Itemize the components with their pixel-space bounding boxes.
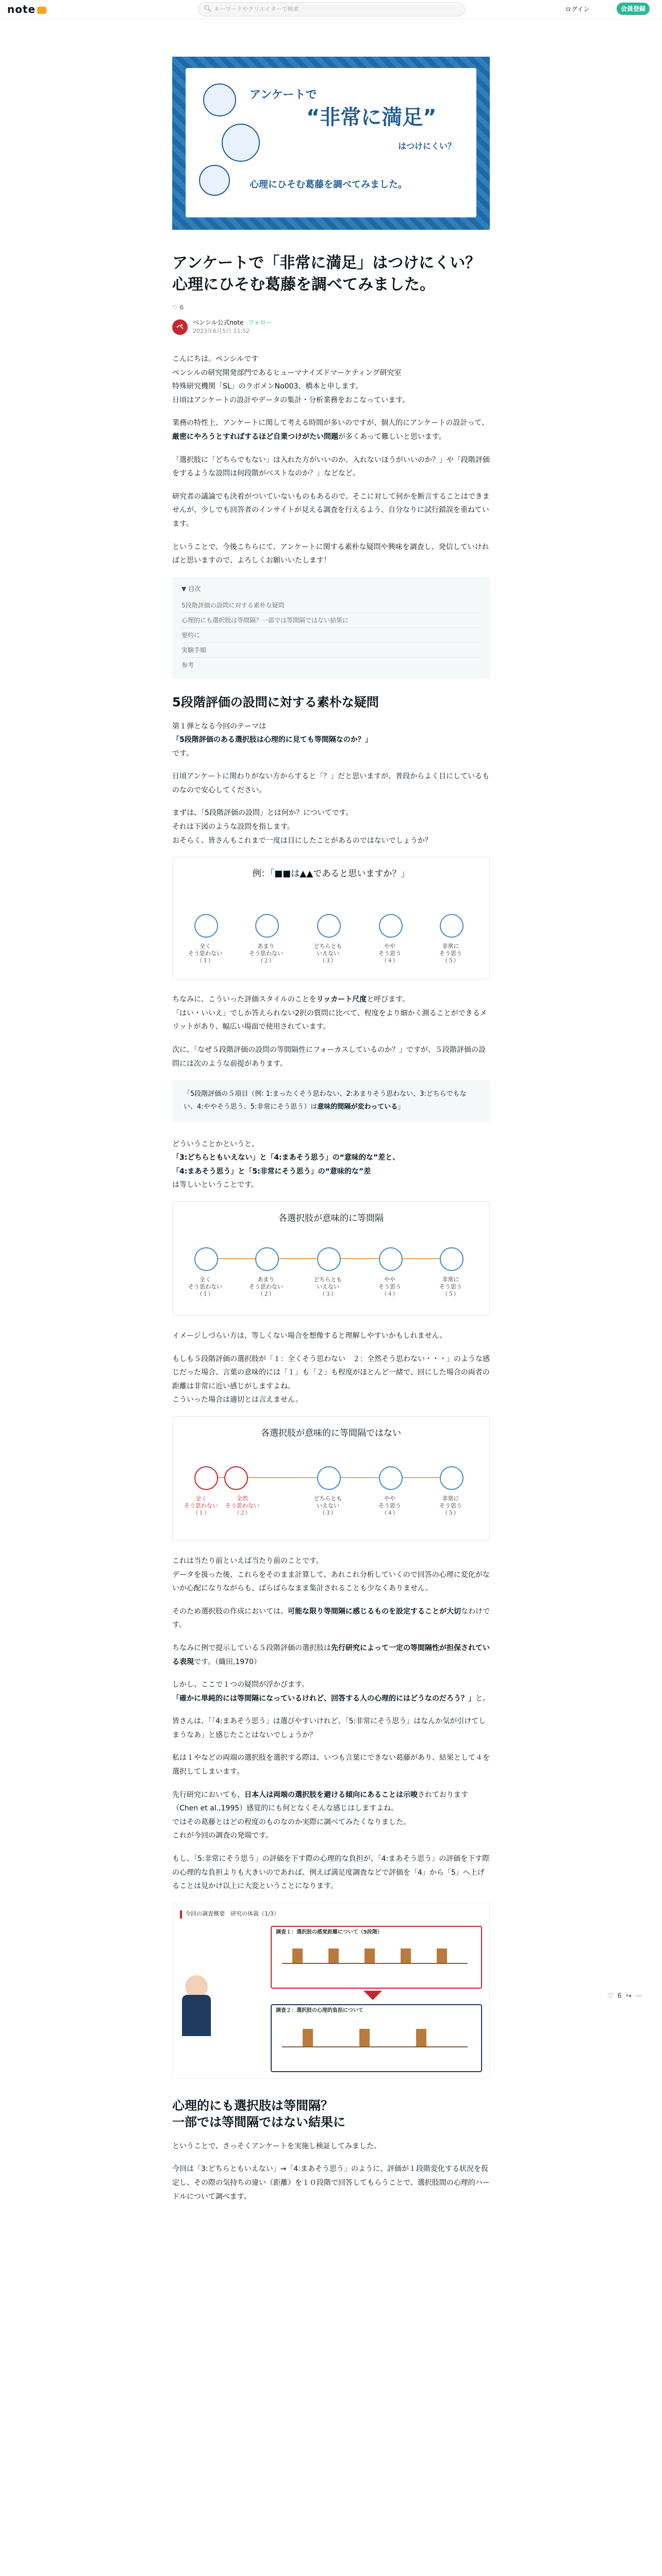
paragraph: データを扱った後、これらをそのまま計算して、あれこれ分析していくので回答の心理に変化がないか心配になりながらも、ばらばらなまま集計されることも少なくありません。 (172, 1570, 490, 1593)
quote-block: 「5段階評価の５項目（例: 1:まったくそう思わない、2:あまりそう思わない、3:どちらでもない、4:ややそう思う、5:非常にそう思う）は意味的間隔が変わっている」 (172, 1080, 490, 1122)
person-bubble-icon (203, 83, 236, 116)
paragraph: 研究者の議論でも決着がついていないものもあるので、そこに対して何かを断言することはできませんが、少しでも回答者のインサイトが見える調査を行えるよう、自分なりに試行錯誤を重ねています。 (172, 492, 490, 528)
paragraph: それは下図のような設問を指します。 (172, 823, 294, 832)
scale-option-label: 全く そう思わない （１） (184, 1495, 218, 1516)
signup-button[interactable]: 会員登録 (617, 3, 650, 15)
paragraph: これが今回の調査の発端です。 (172, 1832, 273, 1840)
paragraph: おそらく、皆さんもこれまで一度は目にしたことがあるのではないでしょうか？ (172, 836, 432, 845)
scale-option-circle (194, 1466, 218, 1490)
scale-option-label: あまり そう思わない （２） (249, 943, 283, 964)
scale-option-label: 非常に そう思う （５） (439, 1495, 462, 1516)
scale-option-label: 全く そう思わない （１） (188, 943, 222, 964)
equal-interval-figure (172, 1201, 490, 1316)
paragraph: こういった場合は適切とは言えません。 (172, 1396, 303, 1404)
article-title (172, 252, 490, 296)
logo-badge-icon (37, 7, 46, 14)
paragraph: 「選択肢に「どちらでもない」は入れた方がいいのか、入れないほうがいいのか？」や「段階評価をするような設問は何段階がベストなのか？」などなど。 (172, 455, 490, 478)
paragraph: イメージしづらい方は、等しくない場合を想像すると理解しやすいかもしれません。 (172, 1331, 447, 1340)
scale-bar-shape (365, 1948, 375, 1963)
scale-option-circle (440, 1247, 464, 1271)
person-bubble-icon (222, 124, 260, 162)
scale-option-label: 非常に そう思う （５） (439, 943, 462, 964)
paragraph: そのため選択肢の作成においては、可能な限り等間隔に感じるものを設定することが大切なわけです。 (172, 1607, 490, 1630)
floating-like-count: 6 (617, 1992, 622, 2000)
paragraph: 私は１やなどの両端の選択肢を選択する際は、いつも言葉にできない葛藤があり、結果として４を選択してしまいます。 (172, 1754, 490, 1776)
down-arrow-icon (363, 1991, 382, 2000)
share-icon[interactable]: ↪ (625, 1992, 632, 2000)
avatar[interactable]: ペ (172, 319, 188, 335)
scale-option-label: やや そう思う （４） (378, 943, 401, 964)
like-row[interactable] (172, 303, 490, 312)
toc-item[interactable]: 心理的にも選択肢は等間隔？一部では等間隔ではない結果に (181, 613, 481, 628)
scale-option-label: どちらとも いえない （３） (313, 1495, 342, 1516)
paragraph: 「はい・いいえ」でしか答えられない2択の質問に比べて、程度をより細かく測ることができるメリットがあり、幅広い場面で使用されています。 (172, 1009, 487, 1031)
paragraph: 業務の特性上、アンケートに関して考える時間が多いのですが、個人的にアンケートの設計って、厳密にやろうとすればするほど自業つけがたい問題が多くあって難しいと思います。 (172, 419, 489, 441)
table-of-contents (172, 577, 490, 679)
survey-2-box (271, 2004, 482, 2072)
hero-line-2: “非常に満足” (306, 106, 437, 129)
section-heading: 5段階評価の設問に対する素朴な疑問 (172, 694, 379, 709)
hero-line-4: 心理にひそむ葛藤を調べてみました。 (250, 179, 407, 190)
paragraph: 先行研究においても、日本人は両端の選択肢を避ける傾向にあることは示唆されております（Chen et al.,1995）感覚的にも何となくそんな感じはしますよね。 (172, 1790, 468, 1813)
person-body-icon (182, 1995, 211, 2036)
follow-button[interactable]: フォロー (247, 319, 272, 326)
paragraph: 「確かに単純的には等間隔になっているけれど、回答する人の心理的にはどうなのだろう？」と。 (172, 1694, 490, 1703)
paragraph: こんにちは。ペンシルです (172, 355, 259, 363)
figure-title: 例：「■■は▲▲であると思いますか？」 (252, 869, 410, 879)
paragraph: ペンシルの研究開発部門であるヒューマナイズドマーケティング研究室 (172, 368, 402, 377)
logo-text: note (7, 3, 36, 15)
floating-like-button[interactable] (607, 1992, 647, 2001)
scale-bar-shape (437, 1948, 447, 1963)
scale-option-label: あまり そう思わない （２） (249, 1276, 283, 1297)
top-navigation-bar (0, 0, 662, 19)
heart-icon: ♡ (172, 304, 178, 311)
research-overview-figure (172, 1903, 490, 2079)
scale-option-label: 非常に そう思う （５） (439, 1276, 462, 1297)
scale-axis (282, 1963, 468, 1964)
scale-bar-shape (359, 2029, 370, 2046)
paragraph: 今回は「3:どちらともいえない」→「4:まあそう思う」のように、評価が１段階変化する状況を仮定し、その際の気持ちの違い（距離）を１０段階で回答してもらうことで、選択肢間の心理的ハードルについて調べます。 (172, 2165, 490, 2201)
paragraph: ちなみに、こういった評価スタイルのことをリッカート尺度と呼びます。 (172, 995, 410, 1004)
scale-bar-shape (401, 1948, 411, 1963)
scale-bar-shape (416, 2029, 426, 2046)
paragraph: ではその葛藤とはどの程度のものなのか実際に調べてみたくなりました。 (172, 1818, 410, 1826)
likert-scale-figure (172, 857, 490, 979)
search-icon: 🔍︎ (204, 5, 212, 13)
scale-option-label: やや そう思う （４） (378, 1495, 401, 1516)
scale-option-label: どちらとも いえない （３） (313, 1276, 342, 1297)
login-link[interactable]: ログイン (565, 6, 590, 13)
scale-option-label: 全く そう思わない （１） (188, 1276, 222, 1297)
scale-option-circle (440, 1466, 464, 1490)
publish-date: 2023年6月5日 11:52 (193, 328, 250, 334)
scale-bar-shape (328, 1948, 339, 1963)
figure-title: 各選択肢が意味的に等間隔ではない (261, 1428, 401, 1438)
survey-1-label: 調査１：選択肢の感覚距離について（5段階） (276, 1929, 383, 1935)
paragraph: どういうことかというと、 (172, 1140, 259, 1148)
toc-item[interactable]: 5段階評価の設問に対する素朴な疑問 (181, 598, 481, 613)
paragraph: しかし、ここで１つの疑問が浮かびます。 (172, 1681, 309, 1689)
toc-item[interactable]: 要約に (181, 628, 481, 643)
paragraph: ということで、さっそくアンケートを実施し検証してみました。 (172, 2142, 381, 2150)
paragraph: です。 (172, 749, 193, 758)
unequal-interval-figure (172, 1416, 490, 1541)
toc-item[interactable]: 参考 (181, 661, 194, 669)
heart-icon: ♡ (607, 1992, 614, 2000)
paragraph: 第１弾となる今回のテーマは (172, 722, 266, 731)
scale-option-label: 全然 そう思わない （２） (225, 1495, 259, 1516)
paragraph: 「4:まあそう思う」と「5:非常にそう思う」の“意味的な”差 (172, 1167, 371, 1176)
toc-item[interactable]: 実験手順 (181, 643, 481, 658)
scale-option-circle (194, 1247, 218, 1271)
survey-2-label: 調査２：選択肢の心理的負担について (276, 2007, 363, 2013)
scale-bar-shape (292, 1948, 303, 1963)
hero-image (172, 57, 490, 230)
search-input[interactable] (198, 2, 465, 16)
scale-option-circle (440, 914, 464, 938)
scale-bar-shape (303, 2029, 313, 2046)
figure-title: 各選択肢が意味的に等間隔 (278, 1213, 384, 1224)
hero-line-3: はつけにくい？ (398, 141, 456, 151)
scale-option-circle (317, 1247, 341, 1271)
scale-option-circle (194, 914, 218, 938)
scale-option-label: どちらとも いえない （３） (313, 943, 342, 964)
author-name[interactable]: ベンシル公式note (193, 319, 244, 326)
hero-line-1: アンケートで (250, 89, 317, 101)
scale-option-circle (379, 1247, 403, 1271)
paragraph: ということで、今後こちらにて、アンケートに関する素朴な疑問や興味を調査し、発信していければと思いますので、よろしくお願いいたします！ (172, 543, 489, 565)
scale-option-circle (224, 1466, 248, 1490)
figure-title: 今回の調査概要 研究の体裁（1/3） (185, 1910, 279, 1917)
survey-1-box (271, 1926, 482, 1989)
paragraph: 皆さんは、「「4:まあそう思う」は選びやすいけれど、「5:非常にそう思う」はなんか気が引けてしまうなあ」と感じたことはないでしょうか？ (172, 1717, 486, 1739)
paragraph: もし、「5:非常にそう思う」の評価を下す際の心理的な負担が、「4:まあそう思う」の評価を下す際の心理的な負担よりも大きいのであれば、例えば満足度調査などで評価を「4」から「5」へ上げることは見かけ以上に大変ということになります。 (172, 1855, 490, 1891)
search-placeholder: キーワードやクリエイターで検索 (214, 6, 299, 12)
section-heading: 心理的にも選択肢は等間隔？ 一部では等間隔ではない結果に (172, 2098, 345, 2129)
scale-option-circle (317, 914, 341, 938)
paragraph: ちなみに例で提示している５段階評価の選択肢は先行研究によって一定の等間隔性が担保されている表現です。（織田,1970） (172, 1643, 490, 1666)
article (172, 252, 490, 2213)
toc-header[interactable]: ▼ 目次 (181, 585, 201, 592)
paragraph: 「3:どちらともいえない」と「4:まあそう思う」の“意味的な”差と、 (172, 1154, 400, 1162)
paragraph: 「5段階評価のある選択肢は心理的に見ても等間隔なのか？」 (172, 736, 372, 744)
paragraph: もしも５段階評価の選択肢が「１：全くそう思わない ２：全然そう思わない・・・」のような感じだった場合、言葉の意味的には「１」も「２」も程度がほとんど一緒で、回にした場合の両者の距離は非常に近い感じがしますよね。 (172, 1354, 490, 1391)
paragraph: 日頃はアンケートの設計やデータの集計・分析業務をおこなっています。 (172, 396, 410, 404)
paragraph: 次に、「なぜ５段階評価の設問の等間隔性にフォーカスしているのか？」ですが、５段階評価の設問には次のような前提があります。 (172, 1046, 486, 1068)
paragraph: 日頃アンケートに関わりがない方からすると「？」だと思いますが、普段からよく目にしているものなので安心してください。 (172, 772, 490, 794)
scale-option-circle (255, 1247, 279, 1271)
note-logo[interactable] (7, 3, 46, 15)
accent-bar (180, 1910, 182, 1919)
title-line-2: 心理にひそむ葛藤を調べてみました。 (172, 276, 435, 294)
paragraph: は等しいということです。 (172, 1181, 258, 1190)
scale-option-circle (379, 914, 403, 938)
title-line-1: アンケートで「非常に満足」はつけにくい？ (172, 254, 481, 272)
scale-axis (282, 2046, 468, 2047)
like-count: 6 (179, 304, 184, 311)
scale-option-circle (379, 1466, 403, 1490)
scale-option-circle (317, 1466, 341, 1490)
scale-option-circle (255, 914, 279, 938)
more-icon[interactable]: ⋯ (635, 1992, 642, 2000)
author-block[interactable] (172, 318, 490, 337)
person-bubble-icon (199, 165, 230, 196)
paragraph: これは当たり前といえば当たり前のことです。 (172, 1556, 323, 1565)
paragraph: 特殊研究機関「SL」のラボメンNo003、橋本と申します。 (172, 382, 363, 391)
paragraph: まずは、「5段階評価の設問」とは何か？についてです。 (172, 809, 353, 818)
scale-option-label: やや そう思う （４） (378, 1276, 401, 1297)
